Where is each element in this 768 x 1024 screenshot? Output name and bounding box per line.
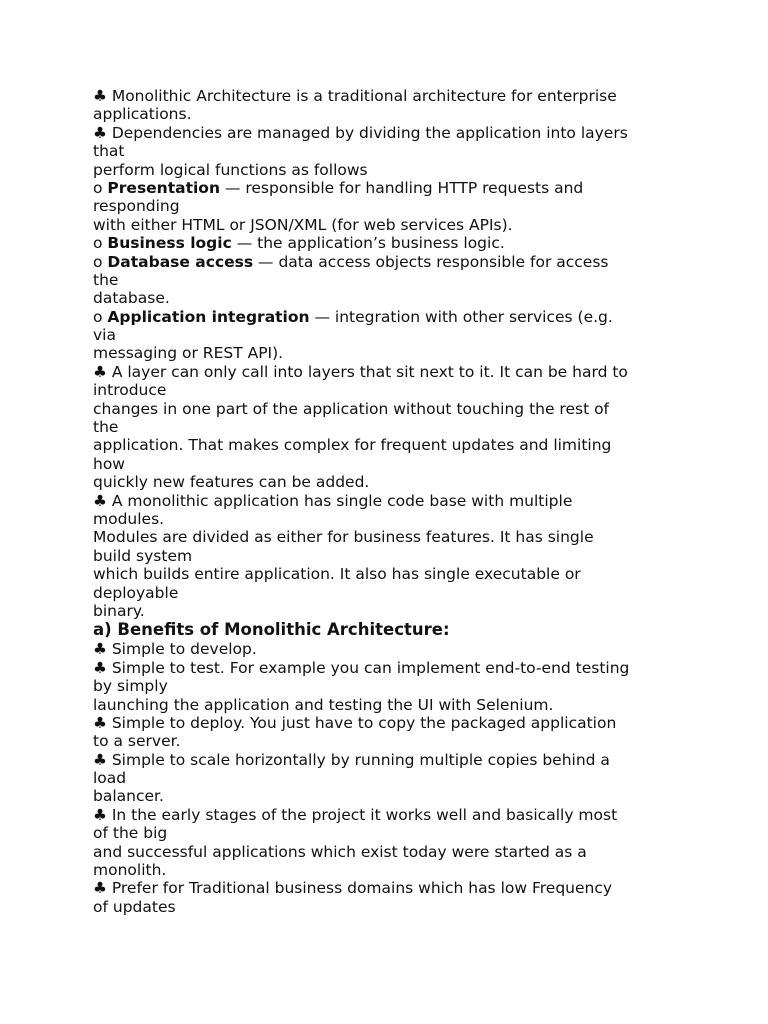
text-line: binary.	[93, 601, 145, 620]
text-line: and successful applications which exist today were started as a	[93, 842, 587, 861]
text-line: ♣ Simple to test. For example you can implement end-to-end testing	[93, 658, 630, 677]
text-line: responding	[93, 197, 180, 216]
text-line: that	[93, 142, 125, 161]
text-line: messaging or REST API).	[93, 344, 284, 363]
text-line: how	[93, 454, 125, 473]
text-line: o Database access — data access objects responsible for access	[93, 252, 609, 271]
text-line: load	[93, 769, 127, 788]
text-line: ♣ Monolithic Architecture is a traditional architecture for enterprise	[93, 87, 617, 105]
bold-term: Database access	[107, 252, 254, 271]
bold-term: Presentation	[107, 178, 220, 197]
bold-term: Business logic	[107, 234, 232, 253]
text-line: ♣ Simple to deploy. You just have to copy the packaged application	[93, 713, 617, 732]
text-line: launching the application and testing the UI with Selenium.	[93, 695, 554, 714]
text-line: ♣ In the early stages of the project it works well and basically most	[93, 805, 618, 824]
text-line: the	[93, 270, 119, 289]
text-line: modules.	[93, 509, 165, 528]
text-line: application. That makes complex for frequent updates and limiting	[93, 436, 612, 455]
text-line: of updates	[93, 897, 176, 916]
text-line: o Business logic — the application’s business logic.	[93, 234, 505, 253]
bold-term: Application integration	[107, 307, 310, 326]
text-line: which builds entire application. It also has single executable or	[93, 565, 581, 584]
text-line: o Presentation — responsible for handling HTTP requests and	[93, 178, 584, 197]
document-page	[93, 87, 673, 916]
text-line: the	[93, 418, 119, 437]
text-line: by simply	[93, 677, 168, 696]
text-line: perform logical functions as follows	[93, 160, 368, 179]
text-line: with either HTML or JSON/XML (for web services APIs).	[93, 215, 513, 234]
text-line: deployable	[93, 583, 179, 602]
text-line: introduce	[93, 381, 167, 400]
section-heading: a) Benefits of Monolithic Architecture:	[93, 620, 450, 640]
text-line: ♣ A monolithic application has single code base with multiple	[93, 491, 573, 510]
text-line: monolith.	[93, 861, 167, 880]
text-line: ♣ Prefer for Traditional business domains which has low Frequency	[93, 879, 613, 898]
text-line: o Application integration — integration with other services (e.g.	[93, 307, 613, 326]
text-line: applications.	[93, 105, 192, 124]
text-line: ♣ A layer can only call into layers that sit next to it. It can be hard to	[93, 362, 628, 381]
text-line: ♣ Dependencies are managed by dividing the application into layers	[93, 123, 628, 142]
text-line: build system	[93, 546, 193, 565]
text-line: via	[93, 326, 116, 345]
text-line: of the big	[93, 824, 168, 843]
text-line: balancer.	[93, 787, 164, 806]
text-line: Modules are divided as either for business features. It has single	[93, 528, 594, 547]
text-line: quickly new features can be added.	[93, 473, 370, 492]
text-line: database.	[93, 289, 170, 308]
text-line: ♣ Simple to scale horizontally by running multiple copies behind a	[93, 750, 610, 769]
text-line: ♣ Simple to develop.	[93, 640, 257, 659]
text-line: to a server.	[93, 732, 181, 751]
text-line: changes in one part of the application without touching the rest of	[93, 399, 610, 418]
